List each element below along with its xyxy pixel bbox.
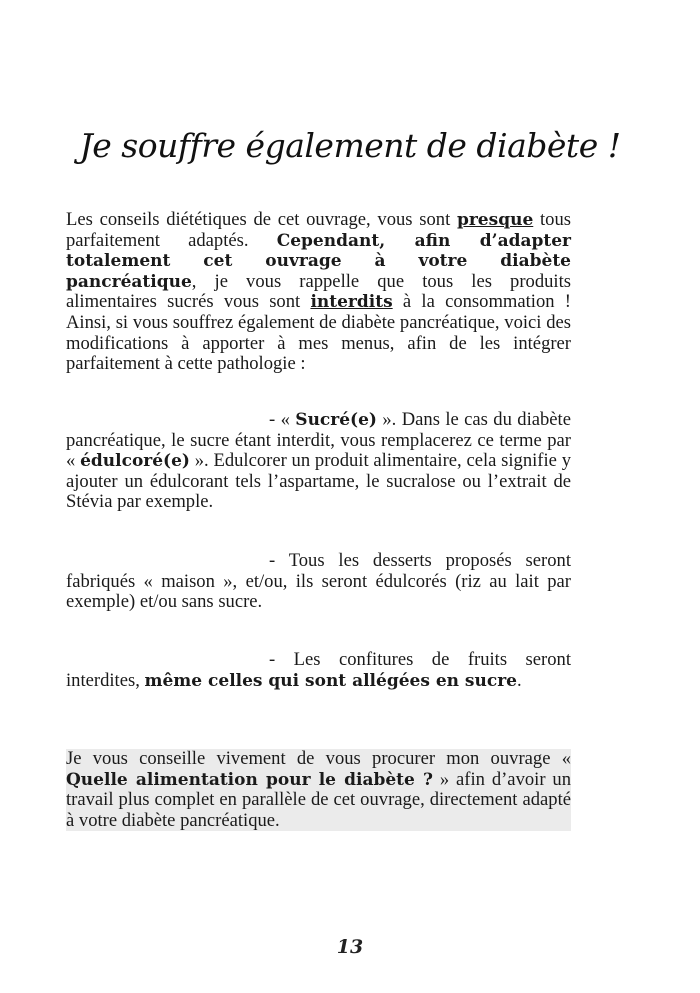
emphasis-allegees: même celles qui sont allégées en sucre xyxy=(144,670,517,691)
text-run: . xyxy=(516,669,522,691)
page-title: Je souffre également de diabète ! xyxy=(79,126,621,165)
book-title: Quelle alimentation pour le diabète ? xyxy=(66,769,433,790)
text-run: à la consommation ! Ainsi, si vous souffrez également de diabète pancréatique, voici des modifications à apporter à mes menus, afin de les intégrer parfaitement à cette pathologie : xyxy=(66,291,571,375)
term-edulcore: édulcoré(e) xyxy=(80,451,190,472)
intro-paragraph xyxy=(66,210,571,375)
text-run: Les conseils diététiques de cet ouvrage, vous sont xyxy=(66,209,457,230)
text-run: ». Dans le cas du diabète pancréatique, le sucre étant interdit, vous remplacerez ce terme par « xyxy=(66,409,571,472)
text-run: - Les confitures de fruits seront interdites, xyxy=(66,649,571,691)
text-run: » afin d’avoir un travail plus complet en parallèle de cet ouvrage, directement adapté à votre diabète pancréatique. xyxy=(66,768,571,831)
term-sucre: Sucré(e) xyxy=(295,410,377,430)
text-run: ». Edulcorer un produit alimentaire, cela signifie y ajouter un édulcorant tels l’aspartame, le sucralose ou l’extrait de Stévia par exemple. xyxy=(66,450,571,513)
confitures-paragraph xyxy=(66,650,571,691)
text-run: - « xyxy=(269,409,296,430)
text-run: tous parfaitement adaptés. xyxy=(66,209,571,251)
text-run: , je vous rappelle que tous les produits alimentaires sucrés vous sont xyxy=(66,270,571,313)
text-run: Je vous conseille vivement de vous procurer mon ouvrage « xyxy=(66,748,571,769)
recommendation-box xyxy=(66,749,571,831)
sucre-paragraph xyxy=(66,410,571,513)
desserts-paragraph xyxy=(66,551,571,613)
emphasis-cependant: Cependant, afin d’adapter totalement cet ouvrage à votre diabète pancréatique xyxy=(66,230,571,292)
text-run: - Tous les desserts proposés seront fabriqués « maison », et/ou, ils seront édulcorés (riz au lait par exemple) et/ou sans sucre. xyxy=(66,550,571,613)
page-number: 13 xyxy=(336,936,364,958)
emphasis-interdits: interdits xyxy=(310,292,393,313)
emphasis-presque: presque xyxy=(456,210,534,230)
